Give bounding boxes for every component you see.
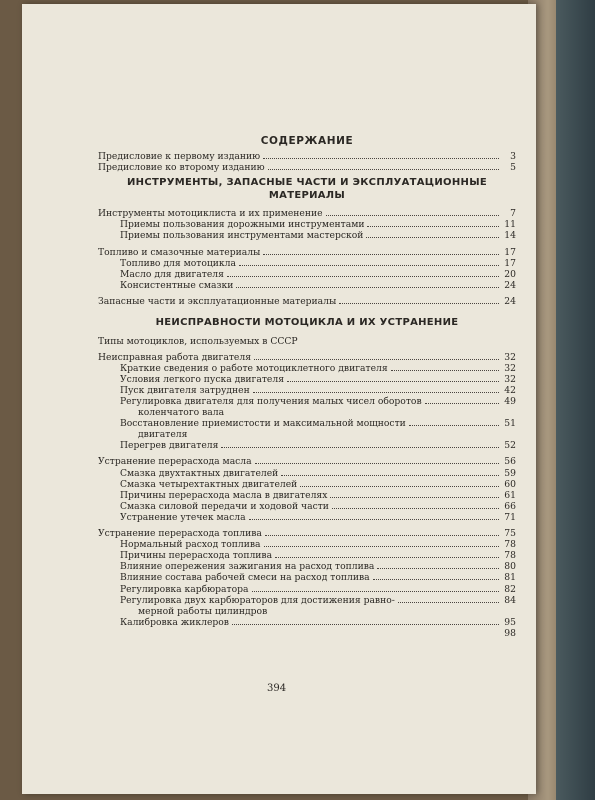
entry-text: Приемы пользования дорожными инструментами bbox=[120, 219, 365, 231]
book-page bbox=[22, 4, 536, 794]
entry-page: 49 bbox=[504, 396, 516, 407]
entry-page: 84 bbox=[504, 594, 516, 606]
entry-page: 5 bbox=[510, 162, 516, 174]
leader-dots bbox=[227, 269, 499, 277]
toc-entry bbox=[98, 572, 516, 583]
toc-entry bbox=[98, 374, 516, 385]
entry-page: 82 bbox=[504, 583, 516, 595]
toc-entry bbox=[98, 162, 516, 173]
toc-entry bbox=[98, 440, 516, 451]
entry-text: Калибровка жиклеров bbox=[120, 616, 229, 628]
entry-page: 32 bbox=[504, 362, 516, 374]
toc-entry bbox=[98, 352, 516, 363]
entry-page: 32 bbox=[504, 351, 516, 363]
entry-text: Запасные части и эксплуатационные материалы bbox=[98, 295, 337, 307]
leader-dots bbox=[398, 595, 499, 603]
toc-entry bbox=[98, 479, 516, 490]
leader-dots bbox=[252, 584, 500, 592]
toc-entry bbox=[98, 418, 516, 429]
toc-entry bbox=[98, 456, 516, 467]
leader-dots bbox=[263, 151, 499, 159]
leader-dots bbox=[249, 512, 499, 520]
page-number: 394 bbox=[267, 683, 287, 694]
toc-entry bbox=[98, 490, 516, 501]
leader-dots bbox=[254, 352, 499, 360]
leader-dots bbox=[221, 440, 499, 448]
entry-text: двигателя bbox=[138, 429, 188, 441]
leader-dots bbox=[391, 363, 499, 371]
entry-page: 3 bbox=[510, 151, 516, 163]
toc-entry bbox=[98, 561, 516, 572]
entry-page: 17 bbox=[504, 257, 516, 269]
toc-entry bbox=[98, 269, 516, 280]
entry-page: 52 bbox=[504, 440, 516, 452]
leader-dots bbox=[330, 490, 499, 498]
entry-text: Причины перерасхода масла в двигателях bbox=[120, 489, 328, 501]
entry-page: 80 bbox=[504, 561, 516, 573]
entry-text: Устранение перерасхода топлива bbox=[98, 528, 262, 540]
leader-dots bbox=[367, 219, 499, 227]
entry-page: 7 bbox=[510, 208, 516, 220]
toc-entry bbox=[98, 280, 516, 291]
leader-dots bbox=[275, 550, 499, 558]
leader-dots bbox=[263, 247, 499, 255]
entry-text: Регулировка двигателя для получения малых чисел оборотов bbox=[120, 396, 422, 407]
leader-dots bbox=[265, 528, 499, 536]
entry-page: 24 bbox=[504, 295, 516, 307]
leader-dots bbox=[425, 396, 499, 404]
entry-text: Инструменты мотоциклиста и их применение bbox=[98, 208, 323, 220]
entry-page: 11 bbox=[504, 219, 516, 231]
leader-dots bbox=[264, 539, 499, 547]
entry-page: 59 bbox=[504, 467, 516, 479]
leader-dots bbox=[236, 280, 499, 288]
entry-text: Устранение утечек масла bbox=[120, 511, 246, 523]
entry-page: 60 bbox=[504, 478, 516, 490]
toc-entry bbox=[98, 230, 516, 241]
toc-entry bbox=[98, 512, 516, 523]
leader-dots bbox=[326, 208, 499, 216]
entry-text: Условия легкого пуска двигателя bbox=[120, 373, 285, 385]
entry-page: 42 bbox=[504, 384, 516, 396]
entry-page: 95 bbox=[504, 616, 516, 628]
entry-text: Регулировка двух карбюраторов для достижения равно- bbox=[120, 594, 395, 606]
toc-entry bbox=[98, 296, 516, 307]
toc-entry bbox=[98, 247, 516, 258]
entry-text: Типы мотоциклов, используемых в СССР bbox=[98, 335, 298, 347]
leader-dots bbox=[190, 430, 499, 437]
leader-dots bbox=[227, 408, 499, 415]
entry-text: Устранение перерасхода масла bbox=[98, 456, 252, 468]
entry-text: Неисправная работа двигателя bbox=[98, 351, 251, 363]
leader-dots bbox=[300, 479, 499, 487]
leader-dots bbox=[268, 162, 499, 170]
toc-entry bbox=[98, 336, 516, 347]
leader-dots bbox=[301, 337, 499, 344]
entry-page: 20 bbox=[504, 268, 516, 280]
entry-text: Краткие сведения о работе мотоциклетного двигателя bbox=[120, 362, 388, 374]
toc-entry bbox=[98, 258, 516, 269]
entry-text: Влияние состава рабочей смеси на расход топлива bbox=[120, 572, 370, 584]
entry-page: 32 bbox=[504, 373, 516, 385]
toc-entry bbox=[98, 219, 516, 230]
section-heading: НЕИСПРАВНОСТИ МОТОЦИКЛА И ИХ УСТРАНЕНИЕ bbox=[155, 317, 459, 329]
entry-text: Смазка четырехтактных двигателей bbox=[120, 478, 298, 490]
entry-page: 17 bbox=[504, 246, 516, 258]
toc-entry bbox=[98, 539, 516, 550]
entry-text: Смазка двухтактных двигателей bbox=[120, 467, 279, 479]
entry-text: Смазка силовой передачи и ходовой части bbox=[120, 500, 329, 512]
entry-text: Пуск двигателя затруднен bbox=[120, 384, 250, 396]
toc-entry bbox=[98, 363, 516, 374]
entry-page: 14 bbox=[504, 230, 516, 242]
leader-dots bbox=[332, 501, 499, 509]
entry-text: Влияние опережения зажигания на расход топлива bbox=[120, 561, 375, 573]
toc-entry bbox=[98, 628, 516, 639]
toc-entry bbox=[98, 468, 516, 479]
toc-entry bbox=[98, 595, 516, 606]
toc-entry bbox=[98, 550, 516, 561]
entry-page: 98 bbox=[504, 627, 516, 639]
entry-page: 24 bbox=[504, 279, 516, 291]
leader-dots bbox=[232, 617, 499, 625]
leader-dots bbox=[287, 374, 499, 382]
table-of-contents bbox=[98, 132, 516, 639]
section-heading: ИНСТРУМЕНТЫ, ЗАПАСНЫЕ ЧАСТИ И ЭКСПЛУАТАЦИОННЫЕ МАТЕРИАЛЫ bbox=[127, 177, 487, 201]
leader-dots bbox=[377, 561, 499, 569]
entry-text: Предисловие к первому изданию bbox=[98, 151, 261, 163]
entry-text: Причины перерасхода топлива bbox=[120, 550, 273, 562]
entry-page: 61 bbox=[504, 489, 516, 501]
leader-dots bbox=[366, 230, 499, 238]
entry-page: 71 bbox=[504, 511, 516, 523]
entry-page: 78 bbox=[504, 539, 516, 551]
leader-dots bbox=[123, 629, 499, 636]
leader-dots bbox=[255, 456, 499, 464]
toc-entry bbox=[98, 528, 516, 539]
toc-entry bbox=[98, 396, 516, 407]
leader-dots bbox=[270, 607, 499, 614]
entry-text: Перегрев двигателя bbox=[120, 440, 219, 452]
entry-page: 81 bbox=[504, 572, 516, 584]
entry-text: Восстановление приемистости и максимальной мощности bbox=[120, 418, 406, 430]
toc-entry bbox=[98, 501, 516, 512]
entry-text: Топливо и смазочные материалы bbox=[98, 246, 261, 258]
toc-entry bbox=[98, 407, 516, 418]
entry-text: Масло для двигателя bbox=[120, 268, 224, 280]
leader-dots bbox=[239, 258, 499, 266]
entry-text: коленчатого вала bbox=[138, 407, 225, 419]
entry-page: 56 bbox=[504, 456, 516, 468]
book-cover-edge bbox=[556, 0, 595, 800]
entry-text: Топливо для мотоцикла bbox=[120, 257, 236, 269]
entry-text: мерной работы цилиндров bbox=[138, 605, 268, 617]
leader-dots bbox=[253, 385, 499, 393]
toc-entry bbox=[98, 584, 516, 595]
entry-text: Приемы пользования инструментами мастерской bbox=[120, 230, 364, 242]
leader-dots bbox=[339, 296, 499, 304]
entry-text: Нормальный расход топлива bbox=[120, 539, 261, 551]
toc-entry bbox=[98, 429, 516, 440]
leader-dots bbox=[373, 572, 499, 580]
toc-entry bbox=[98, 606, 516, 617]
toc-entry bbox=[98, 151, 516, 162]
toc-entry bbox=[98, 617, 516, 628]
entry-page: 51 bbox=[504, 418, 516, 430]
toc-entry bbox=[98, 385, 516, 396]
toc-title: СОДЕРЖАНИЕ bbox=[260, 135, 354, 147]
entry-text: Регулировка карбюратора bbox=[120, 583, 249, 595]
toc-entry bbox=[98, 208, 516, 219]
entry-page: 66 bbox=[504, 500, 516, 512]
entry-page: 78 bbox=[504, 550, 516, 562]
entry-text: Консистентные смазки bbox=[120, 279, 234, 291]
section-entries bbox=[98, 336, 516, 628]
section-entries bbox=[98, 208, 516, 307]
leader-dots bbox=[281, 468, 499, 476]
entry-text: Предисловие ко второму изданию bbox=[98, 162, 265, 174]
entry-page: 75 bbox=[504, 528, 516, 540]
leader-dots bbox=[409, 418, 499, 426]
